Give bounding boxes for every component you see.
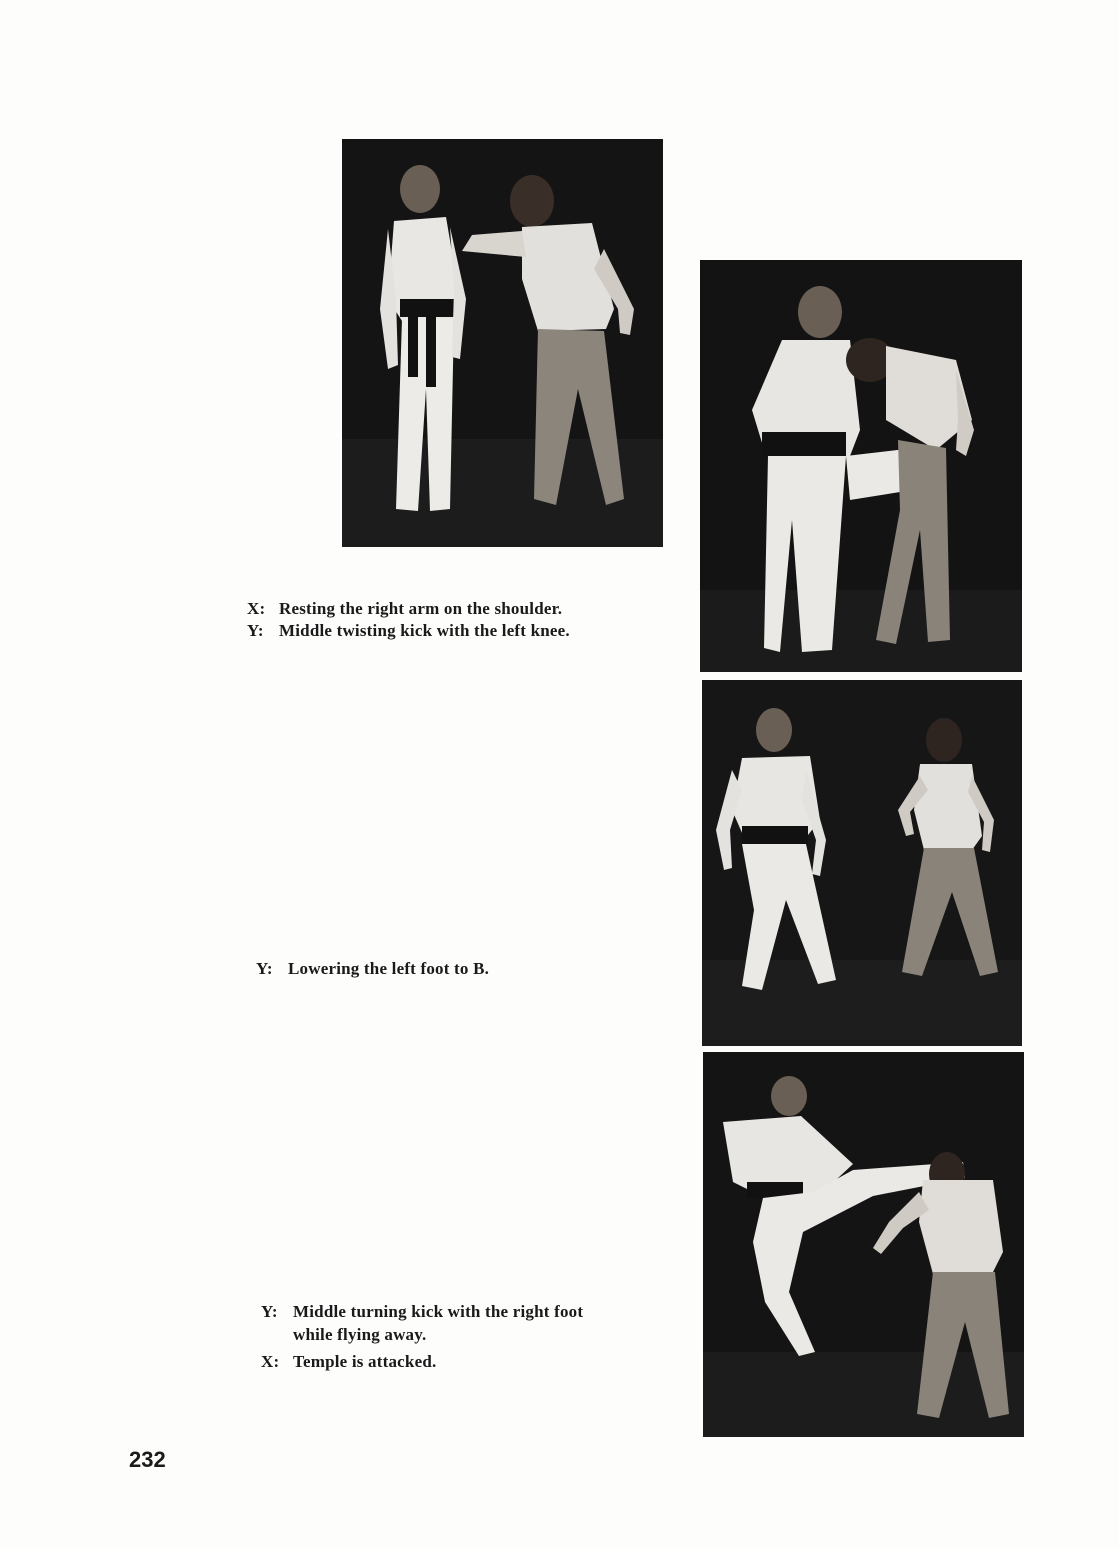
shoulder-rest-photo [342,139,663,547]
speaker-label: Y: [261,1302,278,1321]
page-number: 232 [129,1447,166,1472]
caption-lowering-foot [256,958,489,980]
speaker-label [261,1321,293,1348]
caption-shoulder-rest [247,598,570,642]
caption-line [247,598,570,620]
speaker-label: X: [247,599,266,618]
speaker-label: Y: [247,621,264,640]
caption-line [261,1321,583,1348]
stance-photo [702,680,1022,1046]
caption-line [261,1348,583,1375]
caption-text: Temple is attacked. [293,1352,437,1371]
speaker-label: X: [261,1352,280,1371]
caption-text: Resting the right arm on the shoulder. [279,599,563,618]
caption-line [256,958,489,980]
caption-text: while flying away. [293,1325,427,1344]
caption-text: Lowering the left foot to B. [288,959,490,978]
caption-flying-kick [261,1298,583,1375]
caption-line [247,620,570,642]
caption-text: Middle twisting kick with the left knee. [279,621,570,640]
knee-kick-photo [700,260,1022,672]
caption-text: Middle turning kick with the right foot [293,1302,584,1321]
flying-kick-photo [703,1052,1024,1437]
speaker-label: Y: [256,959,273,978]
